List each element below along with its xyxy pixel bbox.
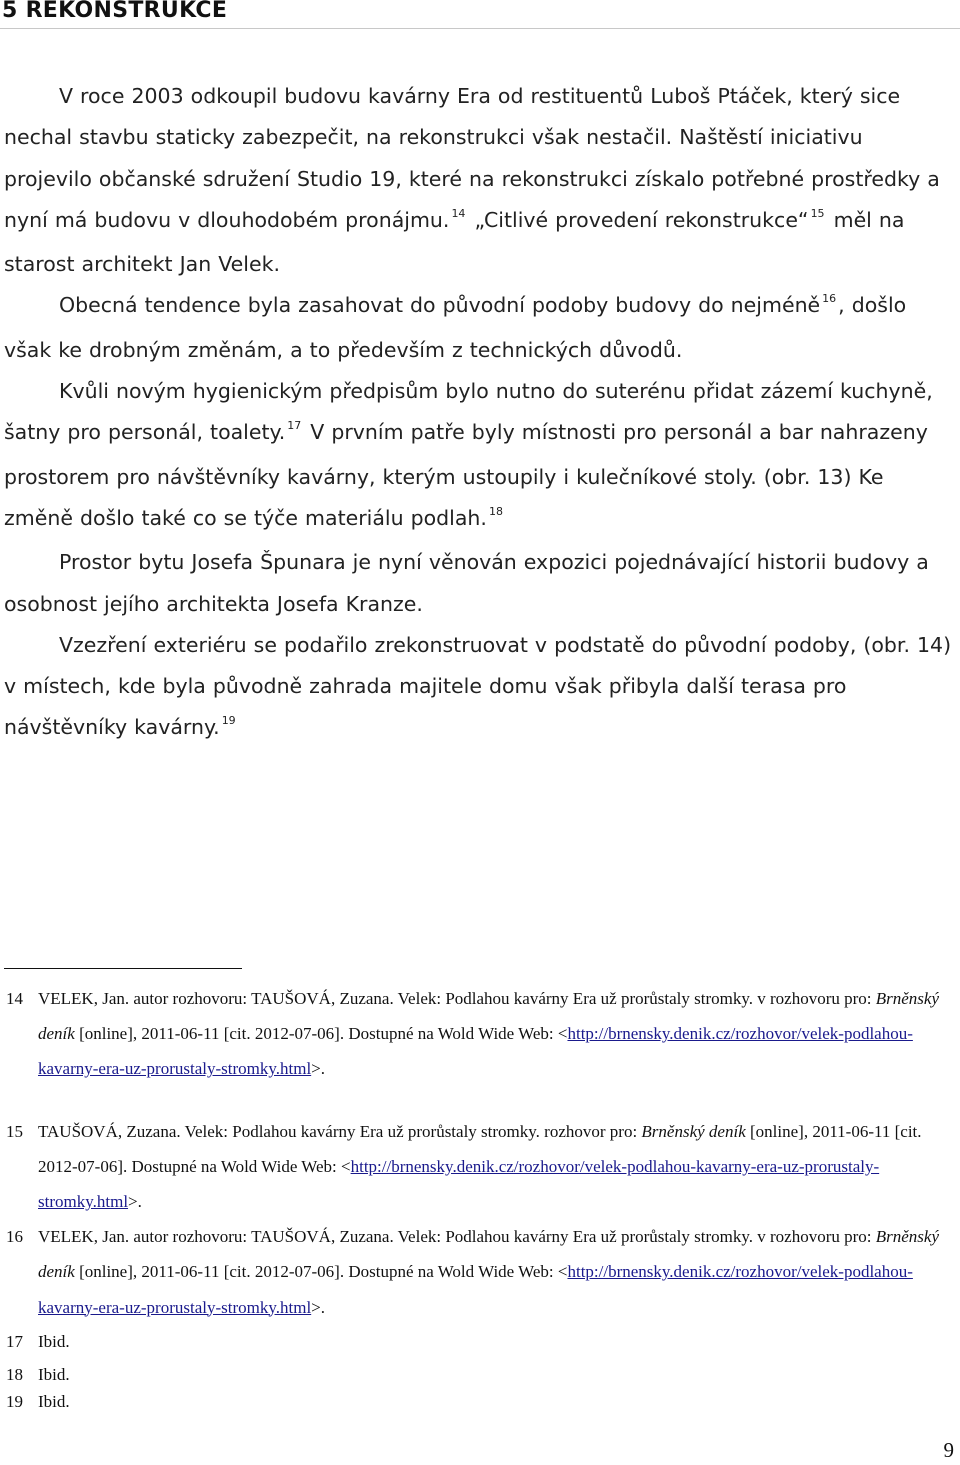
- footnote-15: [6, 1114, 946, 1220]
- footnote-link[interactable]: http://brnensky.denik.cz/rozhovor/velek-podlahou-kavarny-era-uz-prorustaly-stromky.html: [38, 1024, 913, 1079]
- footnote-end: >.: [128, 1192, 142, 1212]
- footnote-ref-16[interactable]: 16: [822, 292, 837, 306]
- footnote-number: 18: [6, 1364, 23, 1384]
- footnote-citation-detail: [online], 2011-06-11 [cit. 2012-07-06]. Dostupné na Wold Wide Web: <: [38, 1121, 922, 1176]
- footnote-citation: VELEK, Jan. autor rozhovoru: TAUŠOVÁ, Zuzana. Velek: Podlahou kavárny Era už prorůstaly stromky. v rozhovoru pro:: [38, 1227, 876, 1247]
- paragraph-4-text: Prostor bytu Josefa Špunara je nyní věnován expozici pojednávající historii budovy a osobnost jejího architekta Josefa Kranze.: [4, 550, 929, 616]
- footnote-separator: [4, 968, 242, 969]
- footnote-number: 16: [6, 1227, 23, 1247]
- footnote-text: Ibid.: [38, 1391, 70, 1411]
- footnote-link[interactable]: http://brnensky.denik.cz/rozhovor/velek-podlahou-kavarny-era-uz-prorustaly-stromky.html: [38, 1156, 880, 1212]
- footnote-source: Brněnský deník: [38, 989, 940, 1044]
- paragraph-5: [4, 625, 954, 752]
- paragraph-1-text: V roce 2003 odkoupil budovu kavárny Era od restituentů Luboš Ptáček, který sice nechal stavbu staticky zabezpečit, na rekonstrukci však nestačil. Naštěstí iniciativu projevilo občanské sdružení Studio 19, které na rekonstrukci získalo potřebné prostředky a nyní má budovu v dlouhodobém pronájmu.: [4, 84, 940, 232]
- footnote-source: Brněnský deník: [641, 1121, 746, 1141]
- footnote-17: [6, 1325, 946, 1358]
- footnote-14: [6, 981, 946, 1087]
- footnote-number: 17: [6, 1331, 23, 1351]
- paragraph-3: [4, 371, 954, 542]
- paragraph-3-text: Kvůli novým hygienickým předpisům bylo nutno do suterénu přidat zázemí kuchyně, šatny pro personál, toalety.: [4, 379, 933, 445]
- footnote-16: [6, 1219, 946, 1325]
- section-heading: 5 REKONSTRUKCE: [2, 0, 228, 23]
- footnote-number: 14: [6, 989, 23, 1008]
- footnote-end: >.: [311, 1059, 326, 1079]
- footnote-text: Ibid.: [38, 1364, 70, 1384]
- footnote-ref-19[interactable]: 19: [221, 714, 236, 728]
- paragraph-1-tail: měl na starost architekt Jan Velek.: [4, 207, 905, 277]
- footnote-ref-15[interactable]: 15: [810, 206, 825, 220]
- footnote-number: 15: [6, 1121, 23, 1141]
- paragraph-3-tail: V prvním patře byly místnosti pro personál a bar nahrazeny prostorem pro návštěvníky kavárny, kterým ustoupily i kulečníkové stoly. (obr. 13) Ke změně došlo také co se týče materiálu podlah.: [4, 420, 928, 530]
- footnote-text: [38, 981, 946, 1087]
- paragraph-1-quote: „Citlivé provedení rekonstrukce“: [474, 207, 809, 232]
- footnote-ref-18[interactable]: 18: [488, 504, 503, 518]
- footnote-end: >.: [311, 1297, 326, 1317]
- heading-rule: [0, 28, 960, 29]
- footnote-number: 19: [6, 1391, 23, 1411]
- paragraph-1: [4, 76, 954, 285]
- body-text: [4, 76, 954, 752]
- paragraph-4: [4, 542, 954, 625]
- footnote-citation-detail: [online], 2011-06-11 [cit. 2012-07-06]. Dostupné na Wold Wide Web: <: [74, 1024, 568, 1044]
- paragraph-2-text: Obecná tendence byla zasahovat do původní podoby budovy do nejméně: [59, 293, 821, 318]
- footnote-text: [38, 1219, 946, 1325]
- footnote-citation: TAUŠOVÁ, Zuzana. Velek: Podlahou kavárny Era už prorůstaly stromky. rozhovor pro:: [38, 1121, 642, 1141]
- footnote-ref-14[interactable]: 14: [451, 206, 466, 220]
- footnote-text: [38, 1114, 946, 1220]
- paragraph-5-text: Vzezření exteriéru se podařilo zrekonstruovat v podstatě do původní podoby, (obr. 14) v místech, kde byla původně zahrada majitele domu však přibyla další terasa pro návštěvníky kavárny.: [4, 632, 952, 740]
- footnote-19: [6, 1391, 946, 1413]
- footnote-source: Brněnský deník: [38, 1227, 940, 1282]
- footnote-text: Ibid.: [38, 1331, 70, 1351]
- paragraph-2: [4, 285, 954, 371]
- footnote-18: [6, 1358, 946, 1391]
- page-number: 9: [943, 1438, 954, 1462]
- footnote-citation-detail: [online], 2011-06-11 [cit. 2012-07-06]. Dostupné na Wold Wide Web: <: [74, 1262, 568, 1282]
- footnotes: [6, 981, 946, 1413]
- paragraph-2-tail: , došlo však ke drobným změnám, a to především z technických důvodů.: [4, 293, 907, 362]
- footnote-citation: VELEK, Jan. autor rozhovoru: TAUŠOVÁ, Zuzana. Velek: Podlahou kavárny Era už prorůstaly stromky. v rozhovoru pro:: [38, 989, 876, 1008]
- footnote-link[interactable]: http://brnensky.denik.cz/rozhovor/velek-podlahou-kavarny-era-uz-prorustaly-stromky.html: [38, 1262, 913, 1317]
- footnote-ref-17[interactable]: 17: [287, 419, 302, 433]
